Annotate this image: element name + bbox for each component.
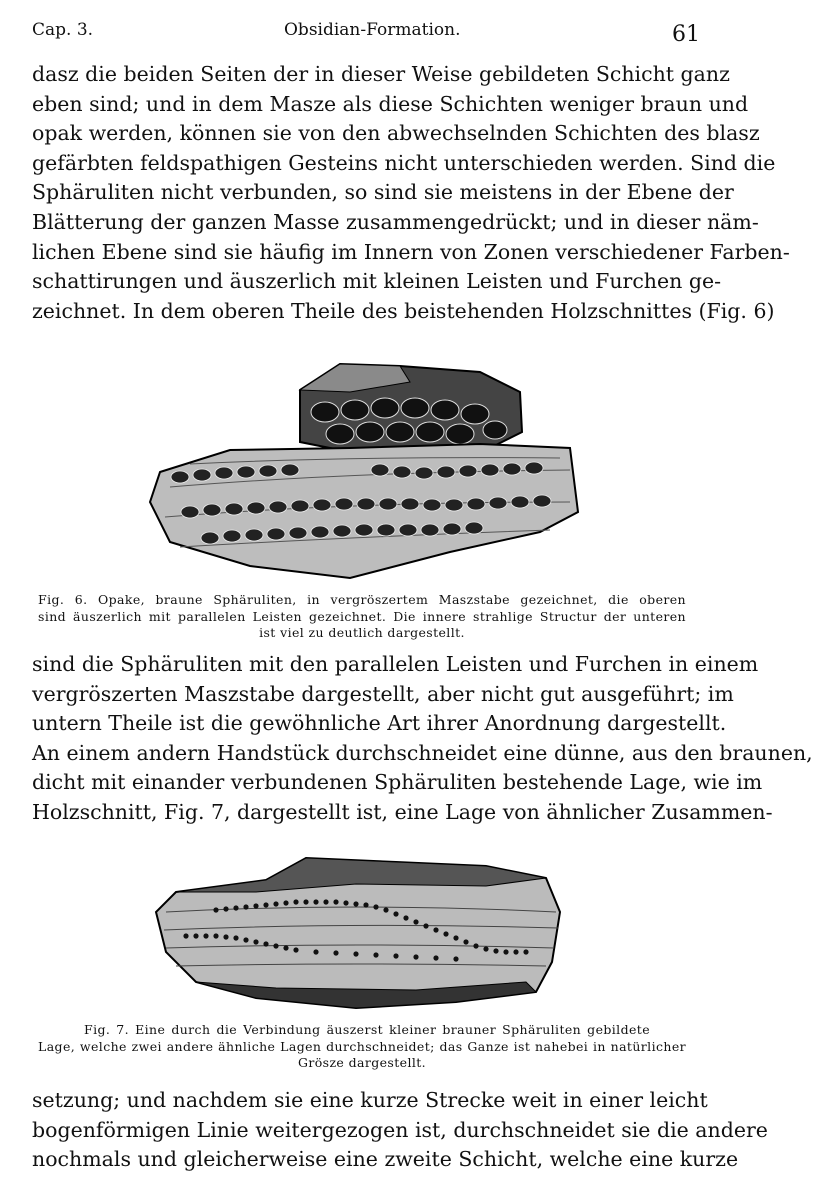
text-line: untern Theile ist die gewöhnliche Art ihrer Anordnung dargestellt. [32, 711, 727, 736]
text-line: dasz die beiden Seiten der in dieser Weise gebildeten Schicht ganz [32, 62, 730, 86]
text-line: setzung; und nachdem sie eine kurze Strecke weit in einer leicht [32, 1088, 708, 1112]
figure-7-caption [38, 1022, 686, 1072]
caption-line: ist viel zu deutlich dargestellt. [259, 625, 465, 641]
caption-line: Fig. 6. Opake, braune Sphäruliten, in vergröszertem Maszstabe gezeichnet, die oberen [38, 592, 686, 607]
caption-line: Lage, welche zwei andere ähnliche Lagen durchschneidet; das Ganze ist nahebei in natürlicher [38, 1038, 686, 1054]
chapter-label: Cap. 3. [32, 20, 94, 40]
caption-line: sind äuszerlich mit parallelen Leisten gezeichnet. Die innere strahlige Structur der unteren [38, 608, 686, 624]
text-line: lichen Ebene sind sie häufig im Innern von Zonen verschiedener Farben- [32, 239, 790, 264]
text-line: vergröszerten Maszstabe dargestellt, aber nicht gut ausgeführt; im [32, 681, 734, 706]
figure-7-woodcut [156, 852, 564, 1010]
text-line: sind die Sphäruliten mit den parallelen Leisten und Furchen in einem [32, 652, 759, 676]
paragraph-2 [32, 650, 813, 828]
text-line: An einem andern Handstück durchschneidet eine dünne, aus den braunen, [32, 740, 813, 765]
text-line: eben sind; und in dem Masze als diese Schichten weniger braun und [32, 91, 749, 116]
text-line: Blätterung der ganzen Masse zusammengedrückt; und in dieser näm- [32, 209, 759, 234]
spherulites-illustration-fig6 [150, 352, 582, 584]
text-line: Holzschnitt, Fig. 7, dargestellt ist, eine Lage von ähnlicher Zusammen- [32, 799, 773, 824]
text-line: zeichnet. In dem oberen Theile des beistehenden Holzschnittes (Fig. 6) [32, 298, 775, 323]
text-line: nochmals und gleicherweise eine zweite Schicht, welche eine kurze [32, 1147, 739, 1172]
paragraph-3 [32, 1086, 768, 1175]
text-line: dicht mit einander verbundenen Sphäruliten bestehende Lage, wie im [32, 770, 763, 795]
caption-line: Fig. 7. Eine durch die Verbindung äuszerst kleiner brauner Sphäruliten gebildete [84, 1022, 650, 1037]
text-line: gefärbten feldspathigen Gesteins nicht unterschieden werden. Sind die [32, 150, 776, 175]
layered-spherulites-illustration-fig7 [156, 852, 564, 1010]
paragraph-1 [32, 60, 790, 326]
text-line: Sphäruliten nicht verbunden, so sind sie meistens in der Ebene der [32, 180, 734, 205]
figure-6-woodcut [150, 352, 582, 584]
figure-6-caption [38, 592, 686, 642]
running-header [32, 18, 700, 52]
text-line: bogenförmigen Linie weitergezogen ist, durchschneidet sie die andere [32, 1117, 768, 1142]
text-line: schattirungen und äuszerlich mit kleinen Leisten und Furchen ge- [32, 269, 722, 294]
running-title: Obsidian-Formation. [284, 20, 461, 40]
text-line: opak werden, können sie von den abwechselnden Schichten des blasz [32, 121, 760, 146]
page-number: 61 [672, 22, 700, 47]
caption-line: Grösze dargestellt. [297, 1055, 427, 1071]
